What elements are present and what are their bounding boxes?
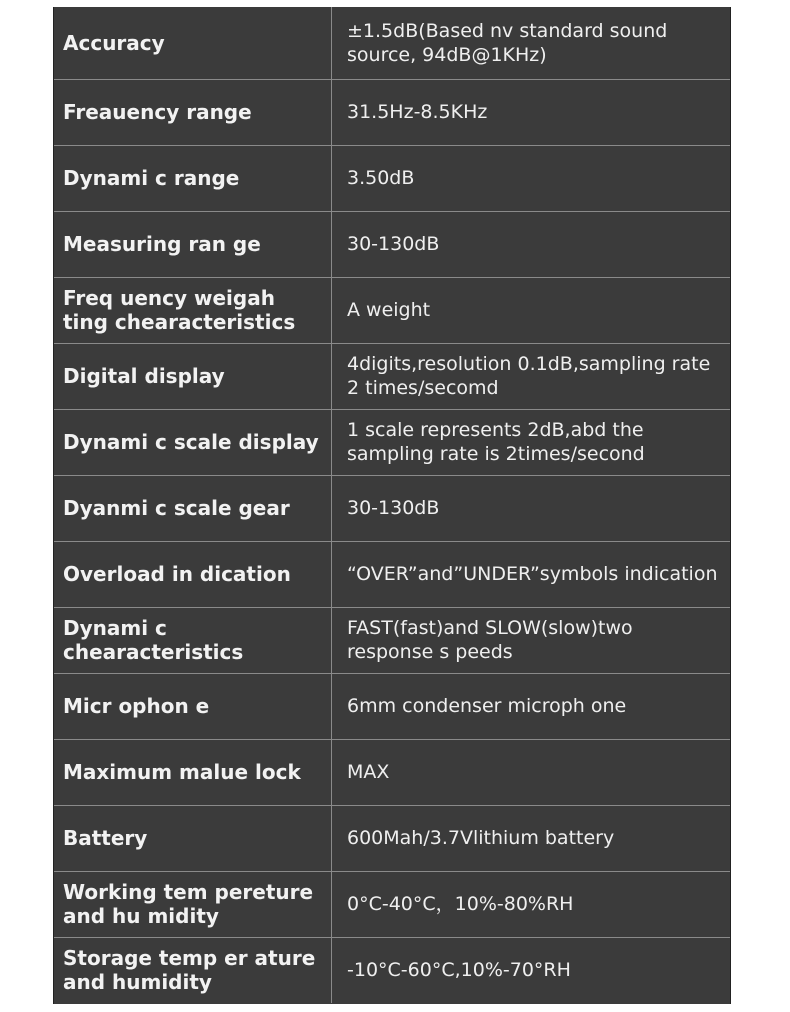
spec-label: Overload in dication xyxy=(54,541,332,607)
spec-value: “OVER”and”UNDER”symbols indication xyxy=(332,541,731,607)
spec-value: A weight xyxy=(332,277,731,343)
spec-value: 1 scale represents 2dB,abd the sampling rate is 2times/second xyxy=(332,409,731,475)
spec-label: Maximum malue lock xyxy=(54,739,332,805)
spec-value: 0°C-40°C，10%-80%RH xyxy=(332,871,731,937)
spec-panel xyxy=(53,7,731,1004)
spec-row-frequency-range xyxy=(54,79,730,145)
spec-label: Battery xyxy=(54,805,332,871)
spec-row-dynamic-range xyxy=(54,145,730,211)
spec-label: Dynami c range xyxy=(54,145,332,211)
spec-value: -10°C-60°C,10%-70°RH xyxy=(332,937,731,1003)
spec-label: Storage temp er ature and humidity xyxy=(54,937,332,1003)
spec-label: Dynami c chearacteristics xyxy=(54,607,332,673)
spec-row-accuracy xyxy=(54,7,730,79)
spec-row-digital-display xyxy=(54,343,730,409)
spec-row-working-temperature xyxy=(54,871,730,937)
spec-label: Freq uency weigah ting chearacteristics xyxy=(54,277,332,343)
spec-row-measuring-range xyxy=(54,211,730,277)
spec-label: Dynami c scale display xyxy=(54,409,332,475)
spec-value: 3.50dB xyxy=(332,145,731,211)
spec-row-dynamic-scale-gear xyxy=(54,475,730,541)
spec-label: Accuracy xyxy=(54,7,332,79)
spec-value: 600Mah/3.7Vlithium battery xyxy=(332,805,731,871)
spec-value: 6mm condenser microph one xyxy=(332,673,731,739)
spec-label: Working tem pereture and hu midity xyxy=(54,871,332,937)
spec-value: 30-130dB xyxy=(332,475,731,541)
spec-value: ±1.5dB(Based nv standard sound source, 94dB@1KHz) xyxy=(347,19,668,66)
spec-row-dynamic-characteristics xyxy=(54,607,730,673)
spec-table xyxy=(54,7,730,1003)
spec-row-overload-indication xyxy=(54,541,730,607)
spec-label: Digital display xyxy=(54,343,332,409)
spec-value: FAST(fast)and SLOW(slow)two response s peeds xyxy=(332,607,731,673)
spec-row-dynamic-scale-display xyxy=(54,409,730,475)
spec-row-battery xyxy=(54,805,730,871)
spec-row-frequency-weighting xyxy=(54,277,730,343)
spec-label: Measuring ran ge xyxy=(54,211,332,277)
spec-label: Freauency range xyxy=(54,79,332,145)
spec-value: MAX xyxy=(332,739,731,805)
spec-label: Micr ophon e xyxy=(54,673,332,739)
spec-value: 4digits,resolution 0.1dB,sampling rate 2 times/secomd xyxy=(332,343,731,409)
spec-label: Dyanmi c scale gear xyxy=(54,475,332,541)
spec-value: 31.5Hz-8.5KHz xyxy=(332,79,731,145)
spec-value: 30-130dB xyxy=(332,211,731,277)
spec-row-microphone xyxy=(54,673,730,739)
spec-row-storage-temperature xyxy=(54,937,730,1003)
spec-row-maximum-value-lock xyxy=(54,739,730,805)
